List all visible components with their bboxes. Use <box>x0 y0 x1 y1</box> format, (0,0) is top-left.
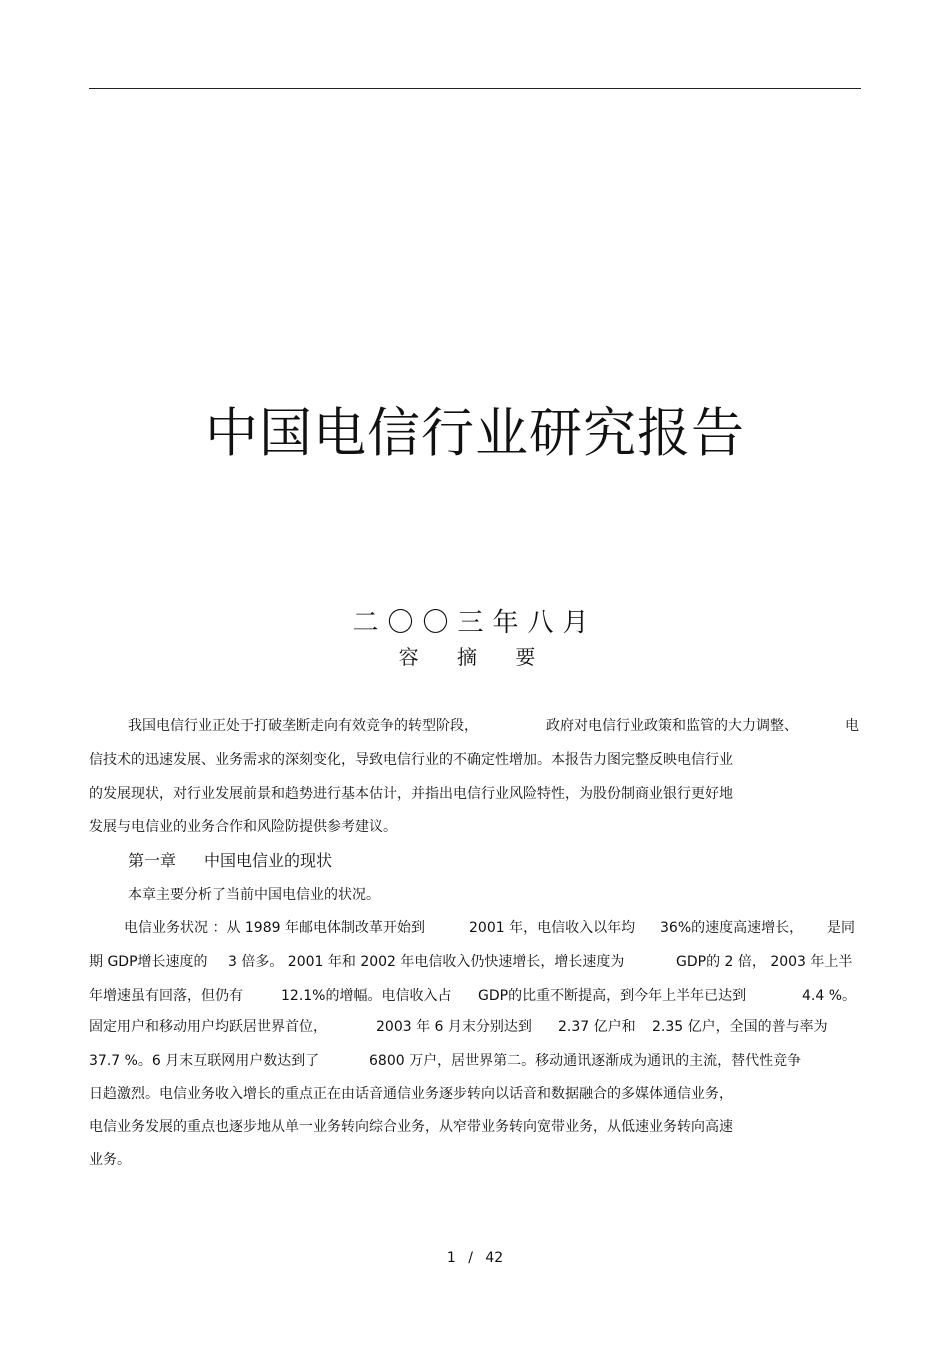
abstract-line <box>0 748 950 772</box>
text-segment: 发展与电信业的业务合作和风险防提供参考建议。 <box>89 819 397 835</box>
chapter-intro <box>0 883 950 907</box>
header-rule <box>89 88 861 89</box>
page-number <box>0 1247 950 1269</box>
text-segment: 4.4 %。 <box>802 988 857 1004</box>
current-page: 1 <box>446 1250 456 1266</box>
text-segment: 的发展现状，对行业发展前景和趋势进行基本估计，并指出电信行业风险特性，为股份制商业银行更好地 <box>89 786 733 802</box>
text-segment: 我国电信行业正处于打破垄断走向有效竞争的转型阶段， <box>128 718 478 734</box>
abstract-line <box>0 714 950 738</box>
status-line <box>0 916 950 940</box>
status-line <box>0 1148 950 1172</box>
text-segment: 2001 年，电信收入以年均 <box>469 920 636 936</box>
status-line <box>0 1082 950 1106</box>
text-segment: 2.37 亿户和 <box>558 1019 636 1035</box>
status-line <box>0 1049 950 1073</box>
total-pages: 42 <box>485 1250 504 1266</box>
text-segment: 电信业务发展的重点也逐步地从单一业务转向综合业务，从窄带业务转向宽带业务，从低速业务转向高速 <box>89 1119 733 1135</box>
text-segment: 日趋激烈。电信业务收入增长的重点正在由话音通信业务逐步转向以话音和数据融合的多媒体通信业务， <box>89 1086 733 1102</box>
text-segment: 业务。 <box>89 1152 131 1168</box>
abstract-line <box>0 815 950 839</box>
abstract-heading: 容 摘 要 <box>398 645 552 669</box>
text-segment: 37.7 %。6 月末互联网用户数达到了 <box>89 1053 320 1069</box>
text-segment: 信技术的迅速发展、业务需求的深刻变化，导致电信行业的不确定性增加。本报告力图完整反映电信行业 <box>89 752 733 768</box>
text-segment: 期 GDP增长速度的 <box>89 954 208 970</box>
status-line <box>0 1115 950 1139</box>
text-segment: 6800 万户，居世界第二。移动通讯逐渐成为通讯的主流，替代性竞争 <box>369 1053 802 1069</box>
text-segment: 电 <box>845 718 859 734</box>
text-segment: 36%的速度高速增长， <box>660 920 804 936</box>
text-segment: 本章主要分析了当前中国电信业的状况。 <box>128 887 380 903</box>
chapter-number: 第一章 <box>128 851 177 870</box>
text-segment: 年增速虽有回落，但仍有 <box>89 988 243 1004</box>
chapter-title: 中国电信业的现状 <box>204 851 333 870</box>
status-line <box>0 950 950 974</box>
text-segment: GDP的 2 倍， 2003 年上半 <box>676 954 853 970</box>
chapter-heading <box>0 849 950 873</box>
text-segment: 2.35 亿户，全国的普与率为 <box>652 1019 828 1035</box>
status-line <box>0 984 950 1008</box>
text-segment: 电信业务状况 ：从 1989 年邮电体制改革开始到 <box>124 920 425 936</box>
text-segment: GDP的比重不断提高，到今年上半年已达到 <box>478 988 747 1004</box>
text-segment: 12.1%的增幅。电信收入占 <box>281 988 452 1004</box>
text-segment: 3 倍多。 2001 年和 2002 年电信收入仍快速增长，增长速度为 <box>228 954 625 970</box>
text-segment: 2003 年 6 月末分别达到 <box>376 1019 532 1035</box>
text-segment: 是同 <box>827 920 855 936</box>
report-date: 二〇〇三年八月 <box>352 608 598 638</box>
abstract-line <box>0 782 950 806</box>
status-line <box>0 1015 950 1039</box>
text-segment: 固定用户和移动用户均跃居世界首位， <box>89 1019 327 1035</box>
page-separator: / <box>468 1250 473 1266</box>
report-title: 中国电信行业研究报告 <box>205 403 745 464</box>
text-segment: 政府对电信行业政策和监管的大力调整、 <box>546 718 798 734</box>
